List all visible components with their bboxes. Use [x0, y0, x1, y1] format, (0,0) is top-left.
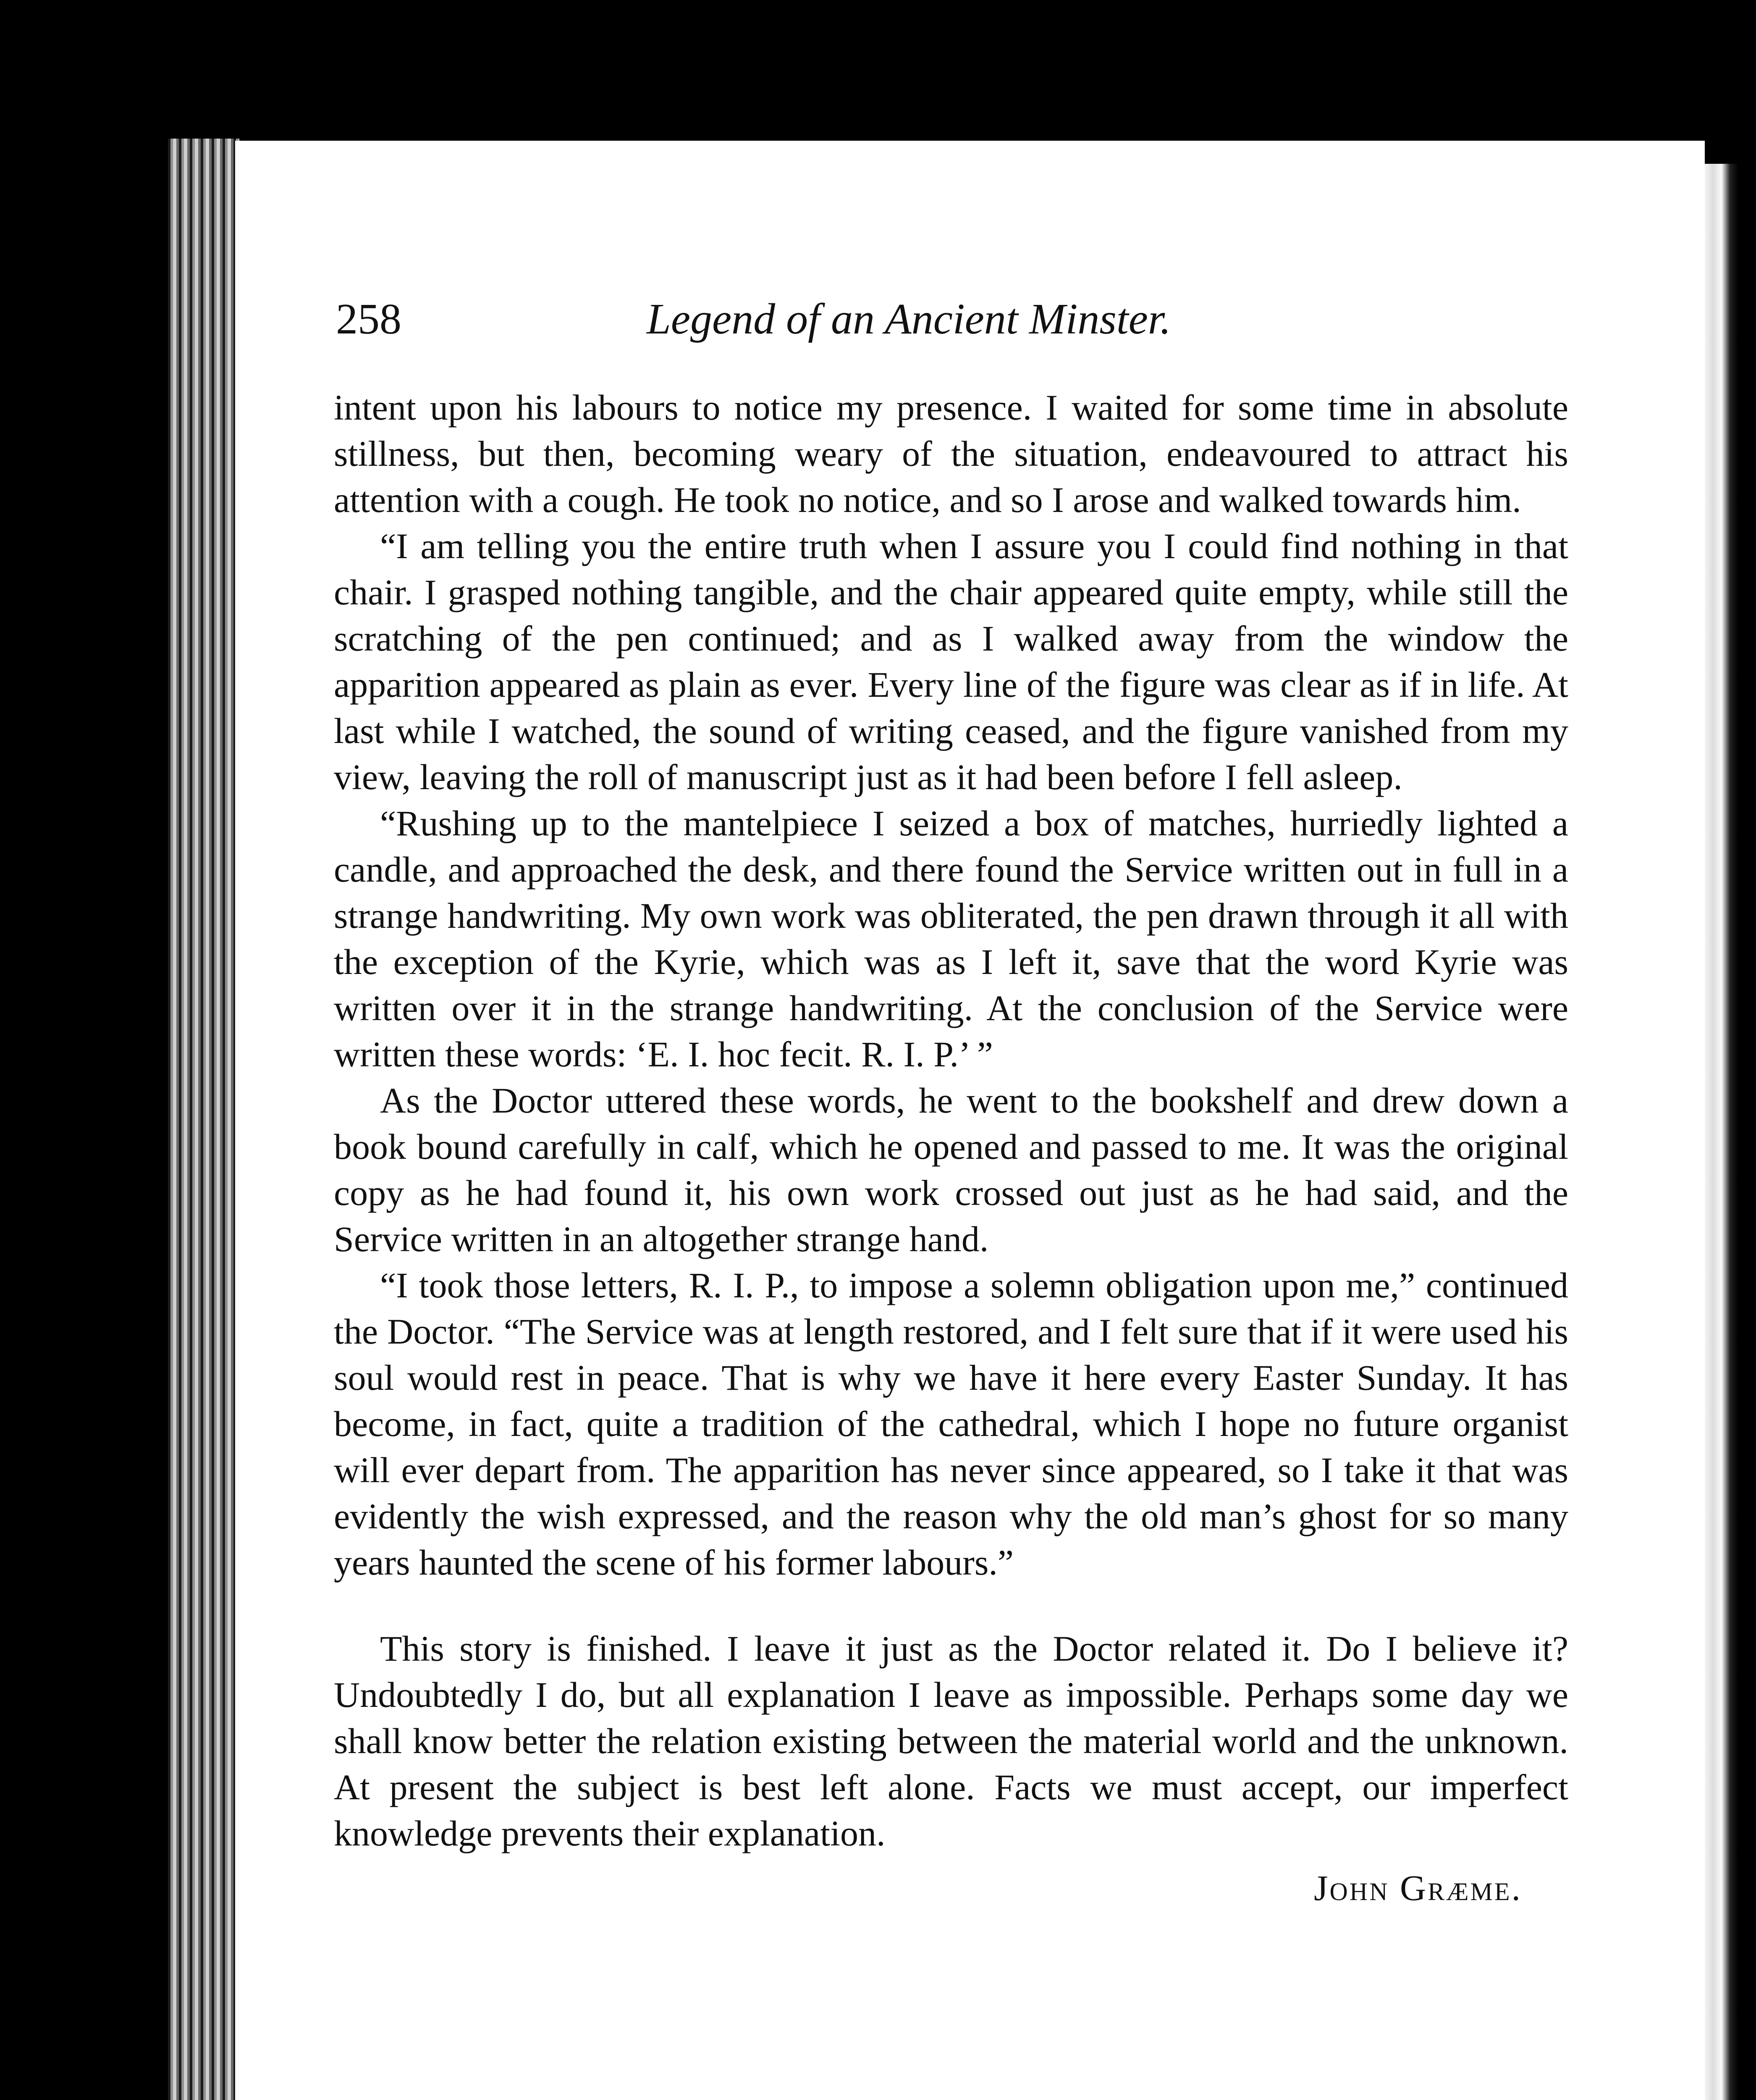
page-stack-edges — [168, 139, 239, 2100]
paragraph-1: intent upon his labours to notice my presence. I waited for some time in absolute stillness, but then, becoming weary of the situation, endeavoured to attract his attention with a cough. He took no notice, and so I arose and walked towards him. — [334, 387, 1568, 520]
running-header — [336, 294, 1260, 349]
author-signature: John Græme. — [1314, 1868, 1522, 1908]
paragraph-6: This story is finished. I leave it just as the Doctor related it. Do I believe it? Undoubtedly I do, but all explanation I leave as impossible. Perhaps some day we shall know better the relation existing between the material world and the unknown. At present the subject is best left alone. Facts we must accept, our imperfect knowledge prevents their explanation. — [334, 1628, 1568, 1853]
page-number: 258 — [336, 295, 401, 343]
paragraph-4: As the Doctor uttered these words, he went to the bookshelf and drew down a book bound carefully in calf, which he opened and passed to me. It was the original copy as he had found it, his own work crossed out just as he had said, and the Service written in an altogether strange hand. — [334, 1080, 1568, 1259]
body-text — [334, 384, 1568, 1911]
paragraph-5: “I took those letters, R. I. P., to impose a solemn obligation upon me,” continued the Doctor. “The Service was at length restored, and I felt sure that if it were used his soul would rest in peace. That is why we have it here every Easter Sunday. It has become, in fact, quite a tradition of the cathedral, which I hope no future organist will ever depart from. The apparition has never since appeared, so I take it that was evidently the wish expressed, and the reason why the old man’s ghost for so many years haunted the scene of his former labours.” — [334, 1265, 1568, 1583]
paragraph-2: “I am telling you the entire truth when I assure you I could find nothing in that chair. I grasped nothing tangible, and the chair appeared quite empty, while still the scratching of the pen continued; and as I walked away from the window the apparition appeared as plain as ever. Every line of the figure was clear as if in life. At last while I watched, the sound of writing ceased, and the figure vanished from my view, leaving the roll of manuscript just as it had been before I fell asleep. — [334, 526, 1568, 797]
page-curl-edge — [1705, 164, 1738, 2100]
paragraph-3: “Rushing up to the mantelpiece I seized a box of matches, hurriedly lighted a candle, and approached the desk, and there found the Service written out in full in a strange handwriting. My own work was obliterated, the pen drawn through it all with the exception of the Kyrie, which was as I left it, save that the word Kyrie was written over it in the strange handwriting. At the conclusion of the Service were written these words: ‘E. I. hoc fecit. R. I. P.’ ” — [334, 803, 1568, 1074]
running-title: Legend of an Ancient Minster. — [647, 295, 1171, 343]
